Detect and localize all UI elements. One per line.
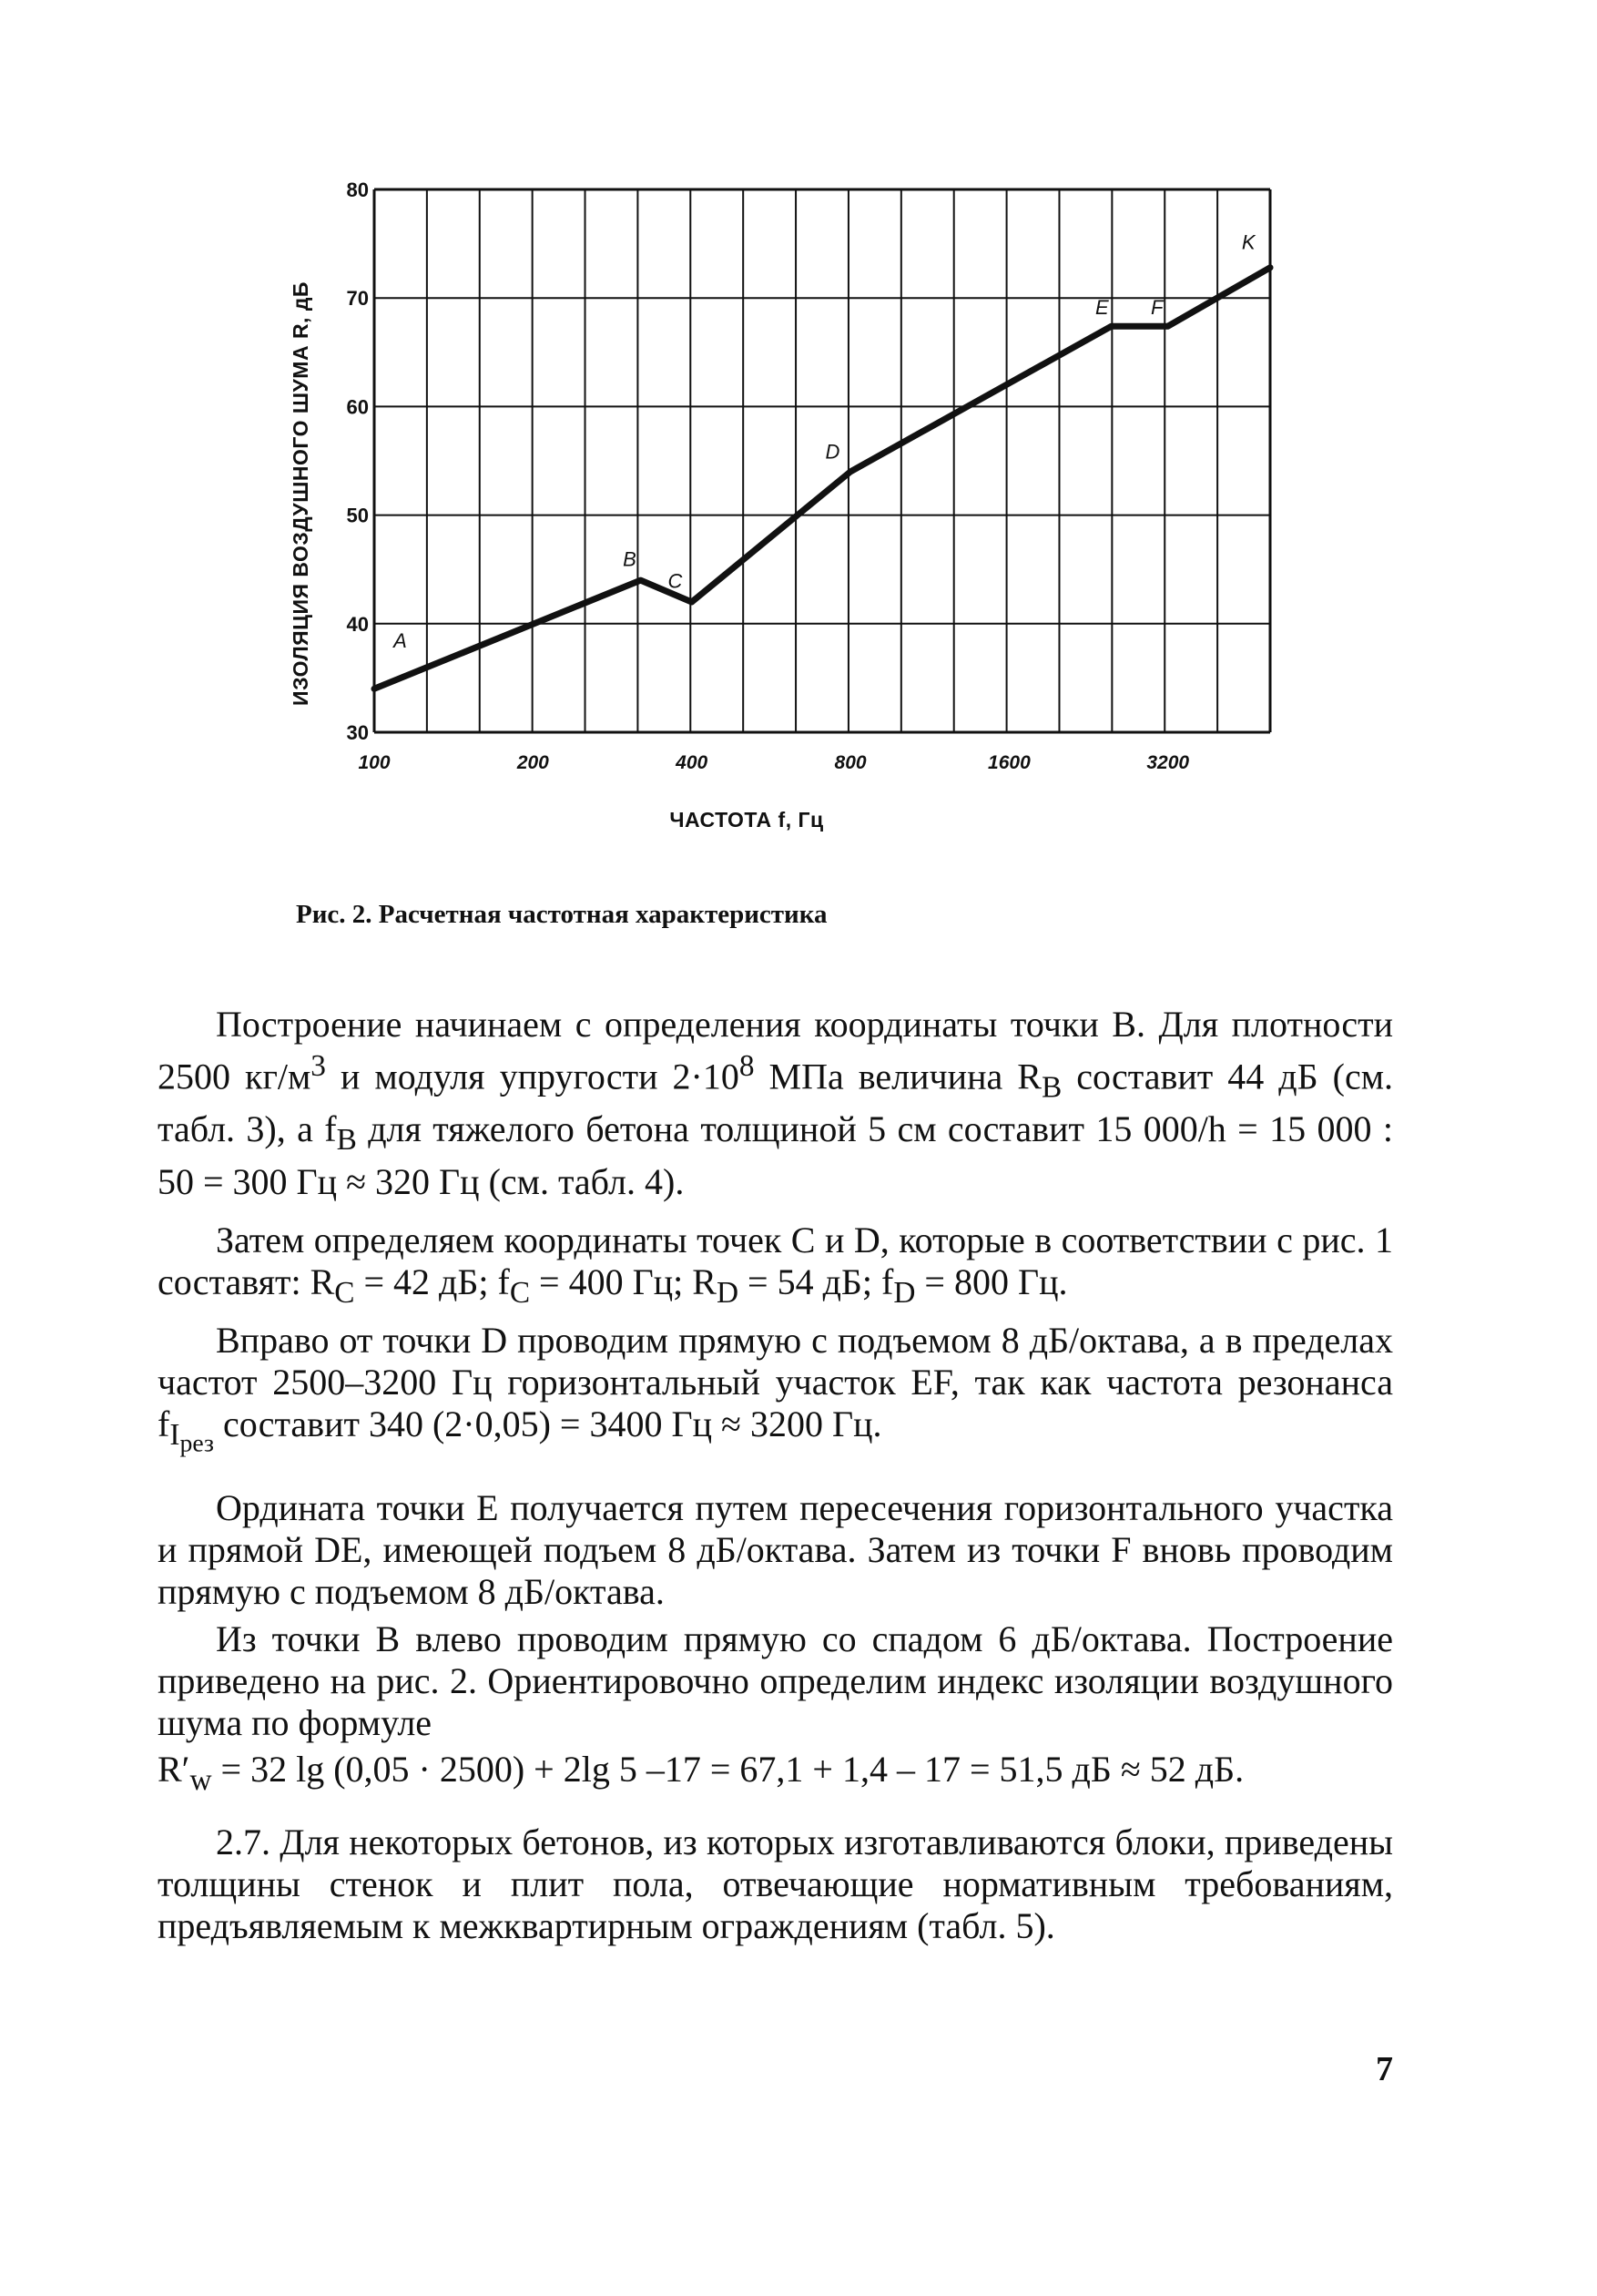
x-tick-label: 400 — [676, 752, 708, 773]
paragraph-2-7: 2.7. Для некоторых бетонов, из которых изготавливаются блоки, приведены толщины стенок и плит пола, отвечающие нормативным требованиям, предъявляемым к межквартирным ограждениям (табл. 5). — [158, 1821, 1393, 1946]
y-tick-label: 40 — [346, 612, 369, 636]
formula-rw: $R'_w = 32$ lg (0,05 · 2500) + 2lg 5 –17 = 67,1 + 1,4 – 17 = 51,5 дБ ≈ 52 дБ. — [158, 1749, 1245, 1797]
data-point — [1165, 323, 1171, 329]
section-2-7 — [158, 1821, 1393, 1947]
y-tick-label: 60 — [346, 395, 369, 419]
paragraph-2: Затем определяем координаты точек C и D, которые в соответствии с рис. 1 составят: $R_C = 42$ дБ; $f_C = 400$ Гц; $R_D = 54$ дБ; $f_D = 800$ Гц. — [158, 1219, 1393, 1311]
y-tick-label: 80 — [346, 179, 369, 201]
data-point — [1109, 323, 1114, 329]
chart-grid — [374, 189, 1270, 732]
data-point — [848, 469, 853, 475]
x-tick-labels — [358, 752, 1189, 773]
point-label-k: K — [1241, 230, 1256, 254]
point-label-f: F — [1150, 296, 1164, 320]
point-label-b: B — [623, 547, 636, 571]
point-label-e: E — [1095, 296, 1109, 320]
data-point — [371, 686, 377, 691]
paragraph-4: Ордината точки E получается путем пересечения горизонтального участка и прямой DE, имеющей подъем 8 дБ/октава. Затем из точки F вновь проводим прямую с подъемом 8 дБ/октава. — [158, 1486, 1393, 1612]
paragraph-5: Из точки B влево проводим прямую со спадом 6 дБ/октава. Построение приведено на рис. 2. Ориентировочно определим индекс изоляции воздушного шума по формуле — [158, 1617, 1393, 1743]
x-tick-label: 1600 — [988, 752, 1031, 773]
chart-series — [371, 265, 1273, 691]
x-tick-label: 3200 — [1146, 752, 1190, 773]
page-number: 7 — [1376, 2050, 1393, 2088]
point-label-c: C — [667, 569, 683, 593]
paragraph-3: Вправо от точки D проводим прямую с подъемом 8 дБ/октава, а в пределах частот 2500–3200 Гц горизонтальный участок EF, так как частота резонанса $f_{I_{рез}}$ составит 340 (2·0,05) = 3400 Гц ≈ 3200 Гц. — [158, 1320, 1393, 1458]
x-tick-label: 200 — [516, 752, 549, 773]
point-label-d: D — [825, 440, 840, 464]
response-line — [374, 268, 1270, 689]
point-label-a: A — [393, 629, 407, 653]
y-axis-title: ИЗОЛЯЦИЯ ВОЗДУШНОГО ШУМА R, дБ — [289, 281, 312, 706]
x-tick-label: 800 — [834, 752, 867, 773]
data-point — [638, 577, 644, 583]
data-point — [1267, 265, 1273, 270]
figure-caption: Рис. 2. Расчетная частотная характеристика — [296, 900, 828, 929]
body-paragraphs — [158, 1004, 1393, 1744]
frequency-response-chart — [255, 155, 1329, 883]
paragraph-1: Построение начинаем с определения координаты точки B. Для плотности 2500 $кг/м^3$ и модуля упругости $2\cdot 10^8$ МПа величина $R_B$ составит 44 дБ (см. табл. 3), а $f_B$ для тяжелого бетона толщиной 5 см составит 15 000/h = 15 000 : 50 = 300 Гц ≈ 320 Гц (см. табл. 4). — [158, 1004, 1394, 1203]
y-tick-label: 50 — [346, 504, 369, 527]
data-point — [689, 599, 695, 605]
y-tick-label: 30 — [346, 721, 369, 744]
x-tick-label: 100 — [358, 752, 391, 773]
y-tick-labels — [347, 179, 369, 744]
point-labels — [392, 231, 1256, 652]
x-axis-title: ЧАСТОТА f, Гц — [669, 808, 824, 832]
y-tick-label: 70 — [346, 287, 369, 311]
